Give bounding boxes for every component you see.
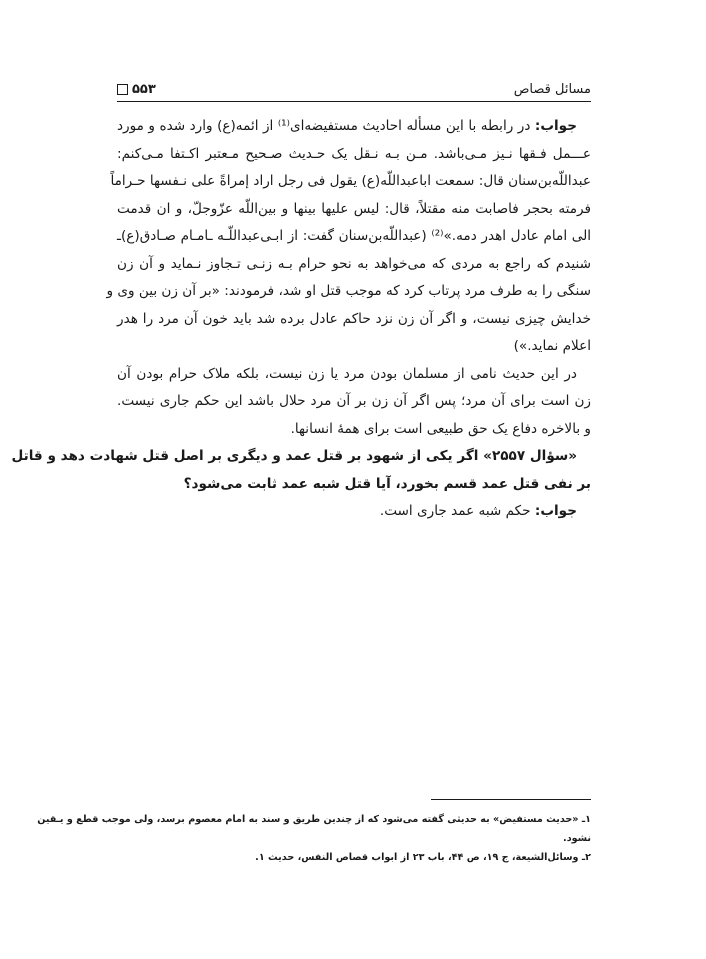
paragraph2-line: زن است برای آن مرد؛ پس اگر آن زن بر آن مرد حلال باشد این حکم جاری نیست. — [117, 393, 591, 409]
footnote-rule — [431, 799, 591, 800]
answer1-line: الی امام عادل اهدر دمه.»⁽²⁾ (عبداللّه‌بن‌سنان گفت: از ابـی‌عبداللّـه ـامـام صـادق(ع)ـ — [117, 228, 591, 244]
answer1-line: خدایش چیزی نیست، و اگر آن زن نزد حاکم عادل برده شد باید خون آن مرد را هدر — [117, 310, 591, 327]
answer1-line: جواب: در رابطه با این مسأله احادیث مستفیضه‌ای⁽¹⁾ از ائمه(ع) وارد شده و مورد — [117, 118, 577, 134]
page-body — [11, 113, 591, 526]
page-number-block — [117, 82, 156, 97]
answer-label: جواب: — [534, 503, 577, 519]
answer2-line: جواب: حکم شبه عمد جاری است. — [379, 503, 577, 519]
answer1-line: عبداللّه‌بن‌سنان قال: سمعت اباعبداللّه(ع) یقول فی رجل اراد إمراةً علی نـفسها حـراماً — [110, 173, 591, 189]
answer1-line: اعلام نماید.») — [513, 338, 591, 354]
running-head: مسائل قصاص — [513, 81, 591, 97]
footnote-line: نشود. — [563, 833, 591, 844]
paragraph2-line: و بالاخره دفاع یک حق طبیعی است برای همهٔ انسانها. — [290, 420, 591, 437]
footnotes — [37, 810, 591, 867]
header-rule — [117, 101, 591, 102]
paragraph2-line: در این حدیث نامی از مسلمان بودن مرد یا زن نیست، بلکه ملاک حرام بودن آن — [117, 365, 577, 382]
page-header — [117, 78, 591, 100]
page-number: ۵۵۳ — [132, 81, 156, 97]
answer1-line: شنیدم که راجع به مردی که می‌خواهد به نحو حرام بـه زنـی تـجاوز نـماید و آن زن — [117, 255, 591, 272]
footnote-line: ۲ـ وسائل‌الشیعة، ج ۱۹، ص ۴۴، باب ۲۳ از ابواب قصاص النفس، حدیث ۱. — [255, 852, 591, 863]
answer1-line: عـــمل فـقها نـیز مـی‌باشد. مـن بـه نـقل یک حـدیث صـحیح مـعتبر اکـتفا مـی‌کنم: — [117, 145, 591, 162]
footnote-line: ۱ـ «حدیث مستفیض» به حدیثی گفته می‌شود که از چندین طریق و سند به امام معصوم برسد، ولی موجب قطع و یـقین — [37, 814, 591, 825]
answer1-line: فرمته بحجر فاصابت منه مقتلاً، قال: لیس علیها بینها و بین‌اللّه عزّوجلّ، و ان قدمت — [117, 200, 591, 217]
question-line: بر نفی قتل عمد قسم بخورد، آیا قتل شبه عمد ثابت می‌شود؟ — [183, 475, 591, 492]
answer1-line: سنگی را به طرف مرد پرتاب کرد که موجب قتل او شد، فرمودند: «بر آن زن بین وی و — [106, 283, 591, 299]
question-line: «سؤال ۲۵۵۷» اگر یکی از شهود بر قتل عمد و دیگری بر اصل قتل شهادت دهد و قاتل — [11, 448, 577, 464]
answer-label: جواب: — [534, 118, 577, 134]
square-icon — [117, 84, 128, 95]
